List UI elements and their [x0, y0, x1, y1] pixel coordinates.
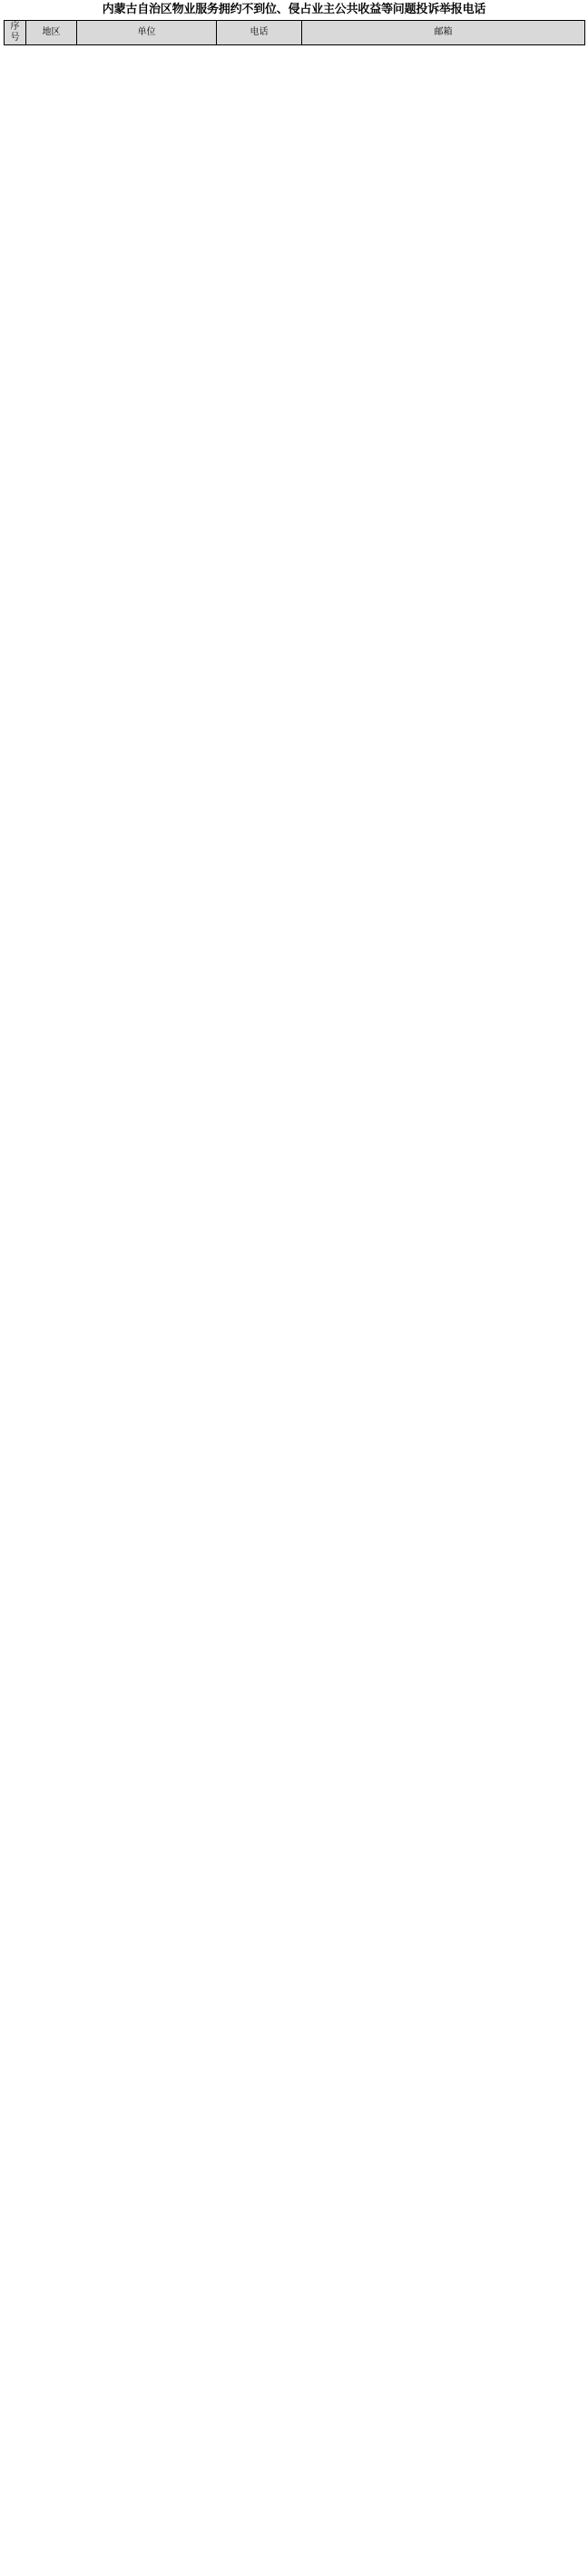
header-email: 邮箱	[302, 21, 585, 45]
document-title: 内蒙古自治区物业服务拥约不到位、侵占业主公共收益等问题投诉举报电话	[102, 3, 486, 16]
header-no: 序号	[5, 21, 26, 45]
table-header-row	[5, 21, 585, 45]
header-region: 地区	[26, 21, 77, 45]
document-page	[0, 0, 588, 51]
header-unit: 单位	[77, 21, 217, 45]
header-phone: 电话	[217, 21, 302, 45]
complaint-table	[4, 20, 585, 45]
